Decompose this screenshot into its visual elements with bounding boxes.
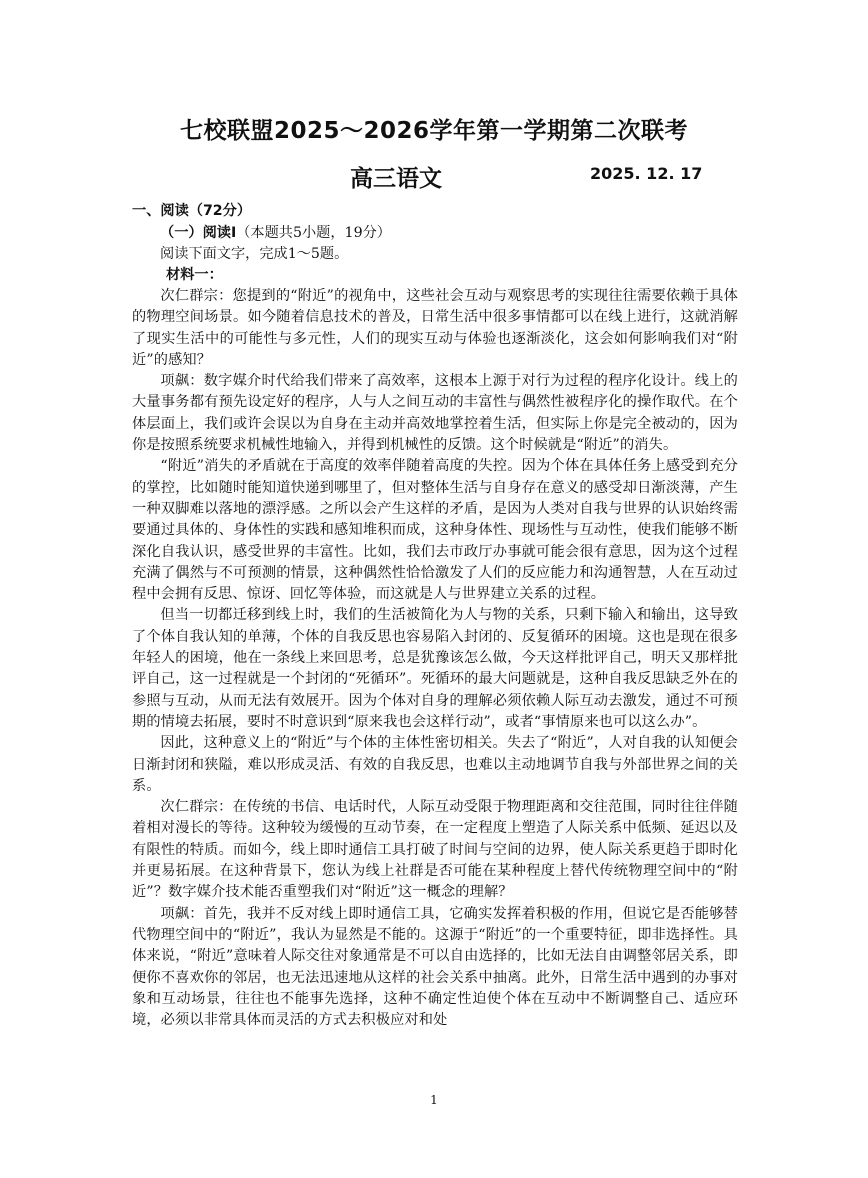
exam-date: 2025. 12. 17 bbox=[590, 164, 703, 183]
paragraph: 项飙：数字媒介时代给我们带来了高效率，这根本上源于对行为过程的程序化设计。线上的大量事务都有预先设定好的程序，人与人之间互动的丰富性与偶然性被程序化的操作取代。在个体层面上，我们或许会误以为自身在主动并高效地掌控着生活，但实际上你是完全被动的，因为你是按照系统要求机械性地输入，并得到机械性的反馈。这个时候就是“附近”的消失。 bbox=[132, 373, 738, 454]
paragraph: “附近”消失的矛盾就在于高度的效率伴随着高度的失控。因为个体在具体任务上感受到充分的掌控，比如随时能知道快递到哪里了，但对整体生活与自身存在意义的感受却日渐淡薄，产生一种双脚难以落地的漂浮感。之所以会产生这样的矛盾，是因为人类对自我与世界的认识始终需要通过具体的、身体性的实践和感知堆积而成，这种身体性、现场性与互动性，使我们能够不断深化自我认识，感受世界的丰富性。比如，我们去市政厅办事就可能会很有意思，因为这个过程充满了偶然与不可预测的情景，这种偶然性恰恰激发了人们的反应能力和沟通智慧，人在互动过程中会拥有反思、惊讶、回忆等体验，而这就是人与世界建立关系的过程。 bbox=[132, 458, 738, 603]
exam-title: 七校联盟2025～2026学年第一学期第二次联考 bbox=[179, 118, 689, 144]
paragraph: 项飙：首先，我并不反对线上即时通信工具，它确实发挥着积极的作用，但说它是否能够替代物理空间中的“附近”，我认为显然是不能的。这源于“附近”的一个重要特征，即非选择性。具体来说，“附近”意味着人际交往对象通常是不可以自由选择的，比如无法自由调整邻居关系，即便你不喜欢你的邻居，也无法迅速地从这样的社会关系中抽离。此外，日常生活中遇到的办事对象和互动场景，往往也不能事先选择，这种不确定性迫使个体在互动中不断调整自己、适应环境，必须以非常具体而灵活的方式去积极应对和处 bbox=[132, 905, 738, 1029]
paragraph: 次仁群宗：在传统的书信、电话时代，人际互动受限于物理距离和交往范围，同时往往伴随着相对漫长的等待。这种较为缓慢的互动节奏，在一定程度上塑造了人际关系中低频、延迟以及有限性的特质。而如今，线上即时通信工具打破了时间与空间的边界，使人际关系更趋于即时化并更易拓展。在这种背景下，您认为线上社群是否可能在某种程度上替代传统物理空间中的“附近”？数字媒介技术能否重塑我们对“附近”这一概念的理解？ bbox=[132, 799, 738, 901]
subject-title: 高三语文 bbox=[350, 166, 442, 192]
section-heading: 一、阅读（72分） bbox=[132, 203, 252, 219]
instruction-text: 阅读下面文字，完成1～5题。 bbox=[160, 246, 349, 262]
paragraph: 次仁群宗：您提到的“附近”的视角中，这些社会互动与观察思考的实现往往需要依赖于具体的物理空间场景。如今随着信息技术的普及，日常生活中很多事情都可以在线上进行，这就消解了现实生活中的可能性与多元性，人们的现实互动与体验也逐渐淡化，这会如何影响我们对“附近”的感知？ bbox=[132, 288, 738, 368]
article-body bbox=[132, 286, 738, 1031]
paragraph: 因此，这种意义上的“附近”与个体的主体性密切相关。失去了“附近”，人对自我的认知便会日渐封闭和狭隘，难以形成灵活、有效的自我反思，也难以主动地调节自我与外部世界之间的关系。 bbox=[132, 735, 738, 794]
paragraph: 但当一切都迁移到线上时，我们的生活被简化为人与物的关系，只剩下输入和输出，这导致了个体自我认知的单薄，个体的自我反思也容易陷入封闭的、反复循环的困境。这也是现在很多年轻人的困境，他在一条线上来回思考，总是犹豫该怎么做，今天这样批评自己，明天又那样批评自己，这一过程就是一个封闭的“死循环”。死循环的最大问题就是，这种自我反思缺乏外在的参照与互动，从而无法有效展开。因为个体对自身的理解必须依赖人际互动去激发，通过不可预期的情境去拓展，要时不时意识到“原来我也会这样行动”，或者“事情原来也可以这么办”。 bbox=[132, 607, 738, 730]
sub-heading-label: （一）阅读Ⅰ bbox=[160, 225, 237, 241]
sub-heading-detail: （本题共5小题，19分） bbox=[236, 225, 391, 241]
sub-heading bbox=[160, 222, 391, 242]
page-number: 1 bbox=[430, 1093, 438, 1107]
material-label: 材料一： bbox=[166, 267, 223, 283]
